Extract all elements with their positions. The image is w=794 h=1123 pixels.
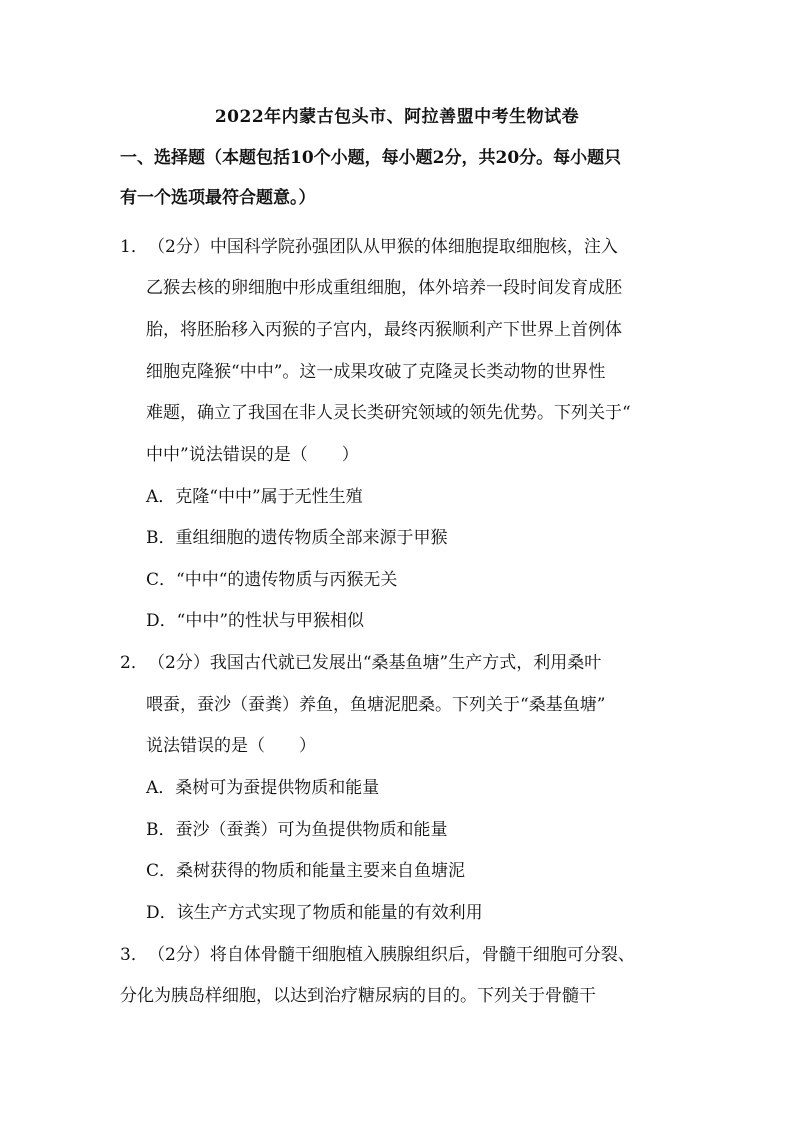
question-2-option-d: D．该生产方式实现了物质和能量的有效利用 [146, 903, 483, 923]
question-2-option-b: B．蚕沙（蚕粪）可为鱼提供物质和能量 [146, 820, 448, 840]
question-3-line-1: （2分）将自体骨髓干细胞植入胰腺组织后，骨髓干细胞可分裂、 [148, 945, 635, 965]
question-2-option-a: A．桑树可为蚕提供物质和能量 [146, 778, 380, 798]
question-2-line-1: （2分）我国古代就已发展出“桑基鱼塘”生产方式，利用桑叶 [148, 653, 602, 673]
question-3-number: 3． [120, 945, 148, 965]
question-1-line-3: 胎，将胚胎移入丙猴的子宫内，最终丙猴顺利产下世界上首例体 [146, 320, 622, 340]
question-1-option-a: A．克隆“中中”属于无性生殖 [146, 487, 363, 507]
section-heading-line1: 一、选择题（本题包括10个小题，每小题2分，共20分。每小题只 [120, 148, 622, 168]
section-heading-line2: 有一个选项最符合题意。） [120, 188, 316, 208]
question-2-option-c: C．桑树获得的物质和能量主要来自鱼塘泥 [146, 861, 466, 881]
question-1-line-1: （2分）中国科学院孙强团队从甲猴的体细胞提取细胞核，注入 [148, 237, 618, 257]
question-1-line-6: 中中”说法错误的是（ ） [146, 445, 359, 465]
question-1-line-4: 细胞克隆猴“中中”。这一成果攻破了克隆灵长类动物的世界性 [146, 362, 606, 382]
exam-title: 2022年内蒙古包头市、阿拉善盟中考生物试卷 [214, 107, 580, 127]
question-1-option-d: D．“中中”的性状与甲猴相似 [146, 611, 365, 631]
question-3-line-2: 分化为胰岛样细胞，以达到治疗糖尿病的目的。下列关于骨髓干 [120, 986, 596, 1006]
question-2-number: 2． [120, 653, 148, 673]
question-1-line-5: 难题，确立了我国在非人灵长类研究领域的领先优势。下列关于“ [146, 403, 631, 423]
question-1-option-c: C．“中中“的遗传物质与丙猴无关 [146, 570, 398, 590]
question-1-line-2: 乙猴去核的卵细胞中形成重组细胞，体外培养一段时间发育成胚 [146, 278, 622, 298]
question-2-line-3: 说法错误的是（ ） [146, 736, 316, 756]
question-1-number: 1． [120, 237, 148, 257]
question-1-option-b: B．重组细胞的遗传物质全部来源于甲猴 [146, 528, 448, 548]
question-2-line-2: 喂蚕，蚕沙（蚕粪）养鱼，鱼塘泥肥桑。下列关于“桑基鱼塘” [146, 695, 606, 715]
